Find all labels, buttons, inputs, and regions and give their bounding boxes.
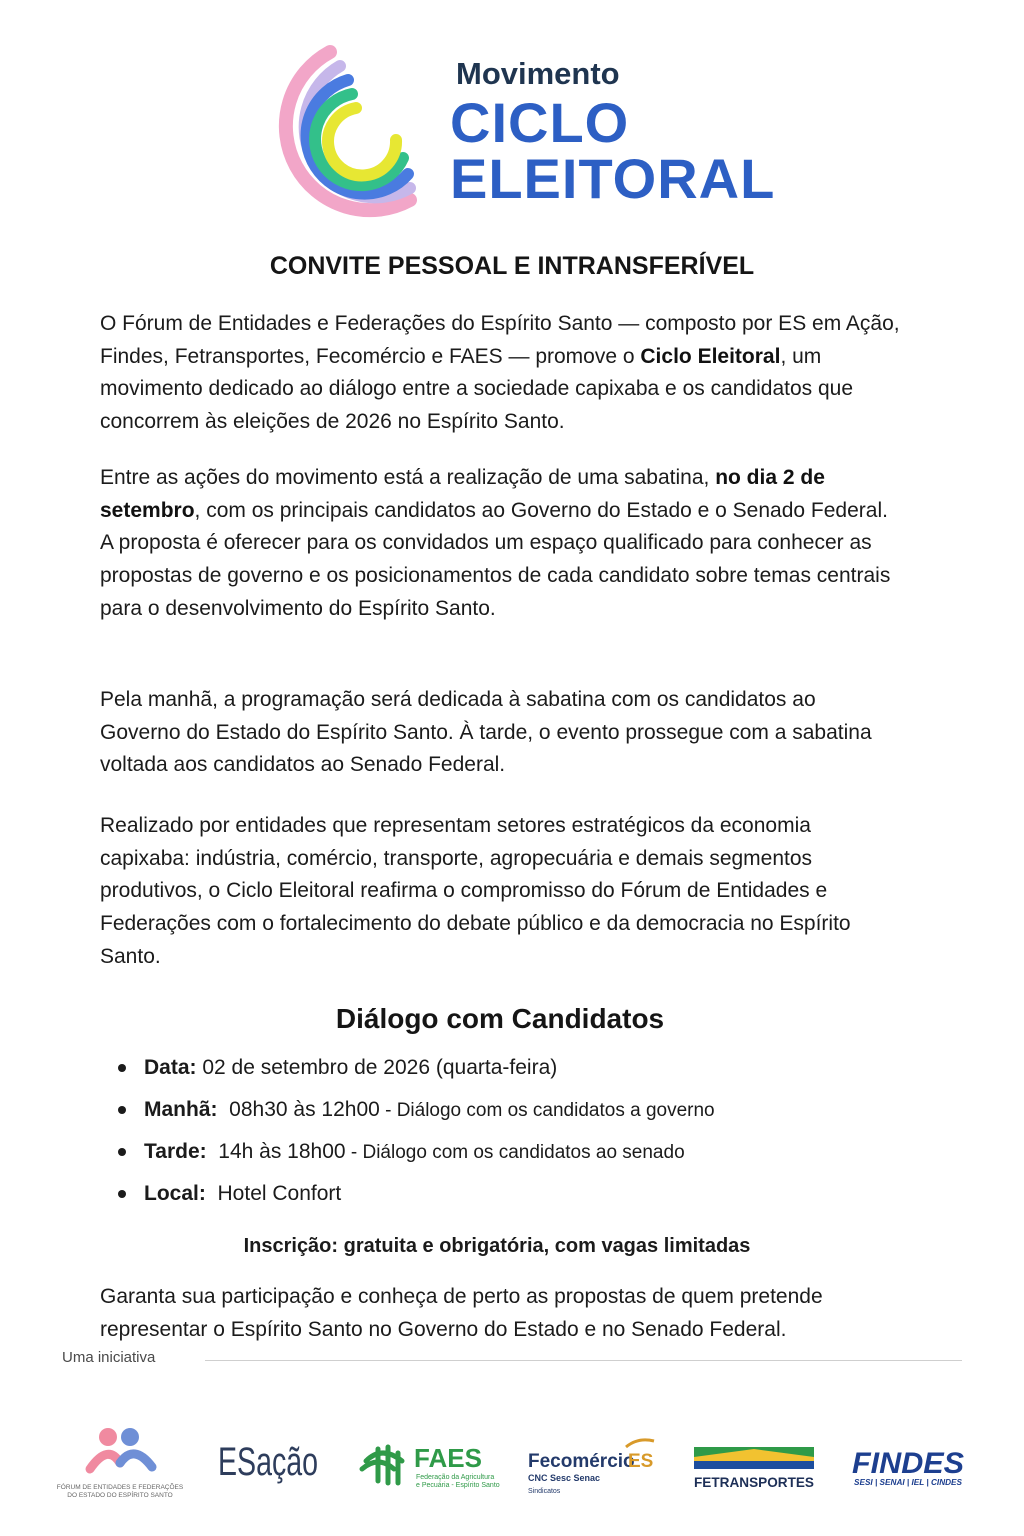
esacao-wordmark-icon xyxy=(218,1425,322,1500)
faes-name: FAES xyxy=(414,1443,482,1473)
fecomercio-es: ES xyxy=(628,1451,654,1472)
inscricao-note: Inscrição: gratuita e obrigatória, com vagas limitadas xyxy=(243,1235,751,1257)
detail-local: Local: Hotel Confort xyxy=(118,1177,715,1219)
faes-logo xyxy=(358,1425,498,1500)
svg-text:ESação: ESação xyxy=(218,1440,318,1484)
forum-line2: DO ESTADO DO ESPÍRITO SANTO xyxy=(67,1492,173,1499)
findes-logo xyxy=(850,1425,966,1500)
programacao-paragraph: Pela manhã, a programação será dedicada à sabatina com os candidatos ao Governo do Estado do Espírito Santo. À tarde, o evento prossegue com a sabatina voltada aos candidatos ao Senado Federal. xyxy=(100,688,872,777)
fecomercio-sub2: Sindicatos xyxy=(528,1488,561,1495)
detail-tarde: Tarde: 14h às 18h00 - Diálogo com os candidatos ao senado xyxy=(118,1135,715,1177)
intro-paragraph: O Fórum de Entidades e Federações do Espírito Santo — composto por ES em Ação, Findes, Fetransportes, Fecomércio e FAES — promove o Ciclo Eleitoral, um movimento dedicado ao diálogo entre a sociedade capixaba e os candidatos que concorrem às eleições de 2026 no Espírito Santo. xyxy=(100,312,900,434)
fecomercio-logo xyxy=(526,1425,666,1500)
findes-wordmark-icon xyxy=(850,1425,966,1500)
faes-wheat-icon xyxy=(358,1425,498,1500)
event-subtitle: Diálogo com Candidatos xyxy=(335,1003,665,1034)
sabatina-paragraph: Entre as ações do movimento está a realização de uma sabatina, no dia 2 de setembro, com os principais candidatos ao Governo do Estado e o Senado Federal. A proposta é oferecer para os convidados um espaço qualificado para conhecer as propostas de governo e os posicionamentos de cada candidato sobre temas centrais para o desenvolvimento do Espírito Santo. xyxy=(100,466,891,620)
faes-line2: e Pecuária - Espírito Santo xyxy=(416,1482,500,1489)
fetransportes-flag-icon xyxy=(690,1425,818,1500)
forum-line1: FÓRUM DE ENTIDADES E FEDERAÇÕES xyxy=(56,1484,184,1491)
fecomercio-sub: CNC Sesc Senac xyxy=(528,1473,601,1483)
forum-logo xyxy=(56,1425,184,1500)
logo-ciclo: CICLO xyxy=(450,91,630,154)
fecomercio-name: Fecomércio xyxy=(528,1451,635,1472)
logo-eleitoral: ELEITORAL xyxy=(450,147,776,210)
fetransportes-logo xyxy=(690,1425,818,1500)
invite-title: CONVITE PESSOAL E INTRANSFERÍVEL xyxy=(269,252,755,280)
findes-name: FINDES xyxy=(852,1447,964,1480)
fetransportes-name: FETRANSPORTES xyxy=(694,1474,814,1490)
footer-label: Uma iniciativa xyxy=(62,1349,156,1366)
logo-movimento: Movimento xyxy=(456,56,620,91)
detail-manha: Manhã: 08h30 às 12h00 - Diálogo com os candidatos a governo xyxy=(118,1093,715,1135)
detail-data: Data: 02 de setembro de 2026 (quarta-feira) xyxy=(118,1051,715,1093)
event-details-list xyxy=(118,1051,715,1219)
entidades-paragraph: Realizado por entidades que representam setores estratégicos da economia capixaba: indústria, comércio, transporte, agropecuária e demais segmentos produtivos, o Ciclo Eleitoral reafirma o compromisso do Fórum de Entidades e Federações com o fortalecimento do debate público e da democracia no Espírito Santo. xyxy=(100,814,851,968)
ciclo-eleitoral-logo xyxy=(270,40,776,220)
findes-sub: SESI | SENAI | IEL | CINDES xyxy=(854,1478,963,1487)
esacao-logo xyxy=(218,1425,322,1500)
footer-divider xyxy=(205,1360,962,1361)
forum-emblem-icon xyxy=(56,1425,184,1500)
ciclo-rings-icon xyxy=(270,40,445,220)
faes-line1: Federação da Agricultura xyxy=(416,1474,495,1481)
closing-paragraph: Garanta sua participação e conheça de perto as propostas de quem pretende representar o Espírito Santo no Governo do Estado e no Senado Federal. xyxy=(100,1285,823,1341)
fecomercio-wordmark-icon xyxy=(526,1425,666,1500)
